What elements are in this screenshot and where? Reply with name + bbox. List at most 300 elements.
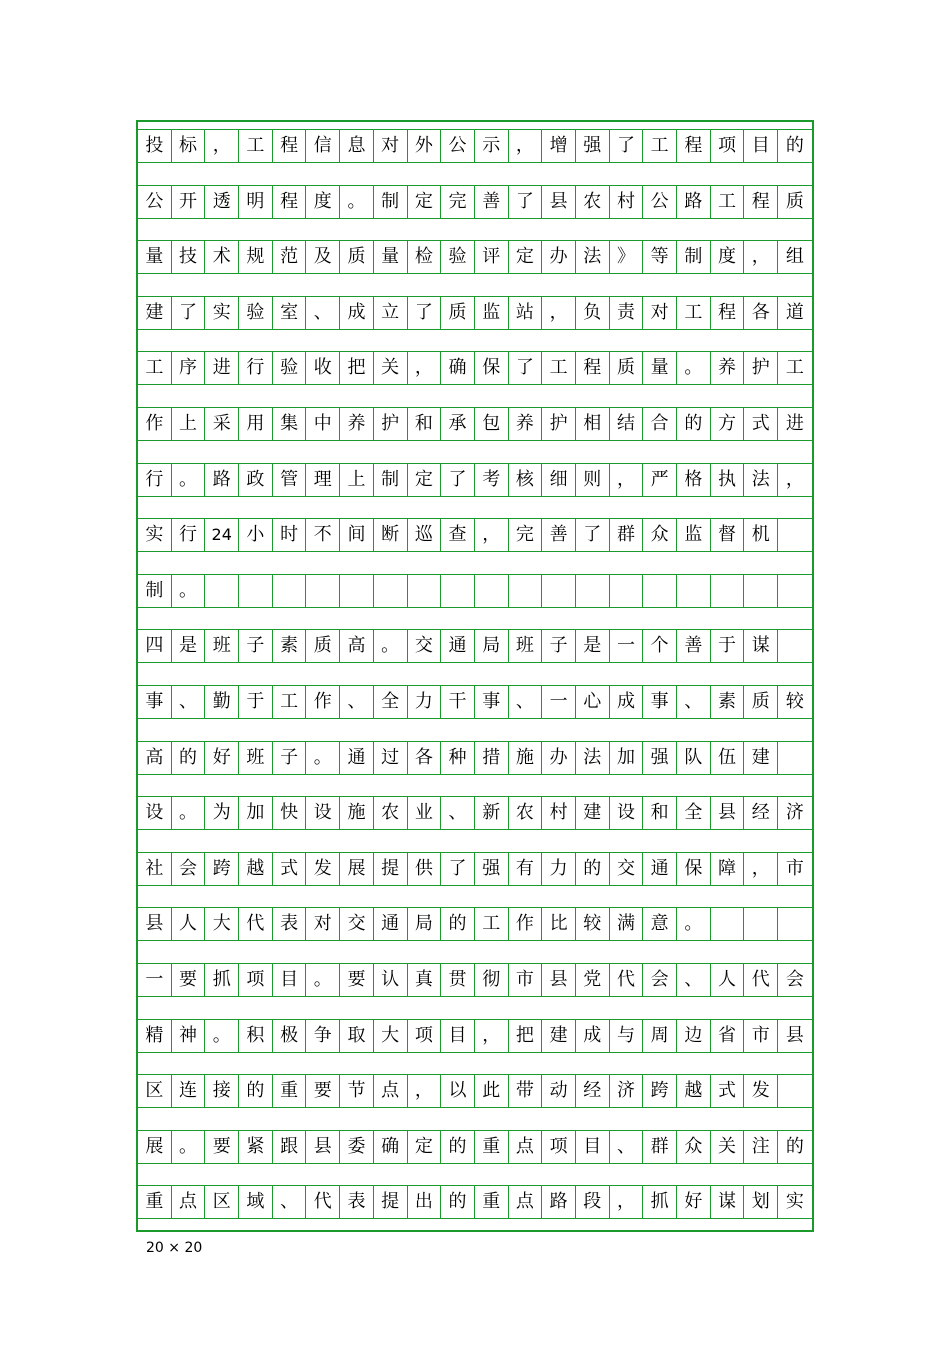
grid-cell: 质 <box>340 240 374 274</box>
grid-cell: 重 <box>138 1185 172 1219</box>
grid-cell: 建 <box>576 796 610 830</box>
grid-cell: ， <box>475 1019 509 1053</box>
grid-cell: 公 <box>643 185 677 219</box>
grid-cell: 此 <box>475 1074 509 1108</box>
grid-cell: 了 <box>441 463 475 497</box>
grid-cell: 好 <box>205 741 239 775</box>
grid-cell: 检 <box>408 240 442 274</box>
grid-cell: 程 <box>711 296 745 330</box>
grid-cell: 项 <box>239 963 273 997</box>
grid-cell: 督 <box>711 518 745 552</box>
grid-cell: ， <box>744 240 778 274</box>
grid-cell: 关 <box>374 351 408 385</box>
grid-cell: 县 <box>542 185 576 219</box>
grid-cell: 事 <box>643 685 677 719</box>
grid-cell: 事 <box>138 685 172 719</box>
grid-cell: 质 <box>306 629 340 663</box>
grid-cell: 目 <box>576 1130 610 1164</box>
grid-cell: 、 <box>610 1130 644 1164</box>
grid-cell <box>778 741 812 775</box>
grid-cell: 式 <box>744 407 778 441</box>
grid-cell: 代 <box>239 907 273 941</box>
grid-cell: 极 <box>273 1019 307 1053</box>
grid-cell: 工 <box>475 907 509 941</box>
grid-cell: 和 <box>643 796 677 830</box>
grid-cell: 点 <box>374 1074 408 1108</box>
grid-cell: 成 <box>610 685 644 719</box>
grid-cell <box>576 574 610 608</box>
grid-cell: ， <box>610 463 644 497</box>
grid-cell: 量 <box>643 351 677 385</box>
grid-cell: 、 <box>172 685 206 719</box>
grid-cell: 勤 <box>205 685 239 719</box>
grid-cell: 障 <box>711 852 745 886</box>
grid-cell: 评 <box>475 240 509 274</box>
grid-cell: 以 <box>441 1074 475 1108</box>
grid-cell: 护 <box>542 407 576 441</box>
grid-cell: 出 <box>408 1185 442 1219</box>
grid-cell: 注 <box>744 1130 778 1164</box>
grid-cell: 确 <box>374 1130 408 1164</box>
grid-row <box>138 852 812 886</box>
grid-cell: 立 <box>374 296 408 330</box>
grid-cell: 了 <box>441 852 475 886</box>
grid-cell: 越 <box>239 852 273 886</box>
grid-cell: ， <box>778 463 812 497</box>
grid-cell: 农 <box>509 796 543 830</box>
grid-cell <box>643 574 677 608</box>
grid-cell: 、 <box>677 685 711 719</box>
grid-cell: ， <box>408 351 442 385</box>
grid-cell: 会 <box>778 963 812 997</box>
grid-cell: 于 <box>239 685 273 719</box>
grid-cell: 及 <box>306 240 340 274</box>
grid-cell: 路 <box>677 185 711 219</box>
grid-cell: 点 <box>509 1130 543 1164</box>
grid-cell: 作 <box>509 907 543 941</box>
grid-cell: 好 <box>677 1185 711 1219</box>
grid-cell: 进 <box>778 407 812 441</box>
grid-cell: 。 <box>677 907 711 941</box>
grid-cell: 加 <box>239 796 273 830</box>
grid-cell: 力 <box>542 852 576 886</box>
grid-cell: 作 <box>306 685 340 719</box>
grid-cell: 项 <box>542 1130 576 1164</box>
grid-cell: 法 <box>744 463 778 497</box>
grid-cell: 代 <box>306 1185 340 1219</box>
grid-cell: 通 <box>441 629 475 663</box>
grid-cell: 的 <box>778 129 812 163</box>
grid-cell: 交 <box>610 852 644 886</box>
grid-cell: 、 <box>441 796 475 830</box>
grid-cell: 采 <box>205 407 239 441</box>
grid-cell: 政 <box>239 463 273 497</box>
grid-cell: 了 <box>509 351 543 385</box>
grid-cell: 段 <box>576 1185 610 1219</box>
grid-cell: 重 <box>273 1074 307 1108</box>
grid-cell: 工 <box>542 351 576 385</box>
grid-cell: 点 <box>172 1185 206 1219</box>
grid-cell: 通 <box>374 907 408 941</box>
grid-cell <box>744 574 778 608</box>
grid-cell: 节 <box>340 1074 374 1108</box>
grid-cell: 、 <box>273 1185 307 1219</box>
grid-cell: 组 <box>778 240 812 274</box>
grid-cell: 了 <box>509 185 543 219</box>
grid-cell: 进 <box>205 351 239 385</box>
grid-cell: 。 <box>172 796 206 830</box>
grid-cell: 农 <box>576 185 610 219</box>
grid-row <box>138 463 812 497</box>
grid-cell: 。 <box>374 629 408 663</box>
grid-cell: 真 <box>408 963 442 997</box>
grid-cell: 班 <box>239 741 273 775</box>
grid-cell: 承 <box>441 407 475 441</box>
grid-cell: 技 <box>172 240 206 274</box>
grid-cell: 24 <box>205 518 239 552</box>
grid-cell: 养 <box>340 407 374 441</box>
grid-cell: 过 <box>374 741 408 775</box>
grid-cell: 济 <box>610 1074 644 1108</box>
grid-cell: 项 <box>711 129 745 163</box>
grid-cell: 程 <box>576 351 610 385</box>
grid-cell: 集 <box>273 407 307 441</box>
grid-cell: 强 <box>576 129 610 163</box>
grid-cell: 把 <box>340 351 374 385</box>
grid-cell: 明 <box>239 185 273 219</box>
grid-cell: 全 <box>374 685 408 719</box>
grid-row <box>138 574 812 608</box>
grid-cell: 队 <box>677 741 711 775</box>
grid-cell: 党 <box>576 963 610 997</box>
grid-cell: 、 <box>340 685 374 719</box>
grid-cell: 护 <box>744 351 778 385</box>
grid-cell: 一 <box>138 963 172 997</box>
grid-cell: 增 <box>542 129 576 163</box>
grid-cell: 重 <box>475 1185 509 1219</box>
grid-cell: ， <box>542 296 576 330</box>
grid-cell: 的 <box>441 1130 475 1164</box>
grid-row <box>138 296 812 330</box>
grid-cell: 的 <box>239 1074 273 1108</box>
grid-cell: 越 <box>677 1074 711 1108</box>
grid-cell <box>374 574 408 608</box>
grid-cell: 划 <box>744 1185 778 1219</box>
grid-cell: 相 <box>576 407 610 441</box>
grid-cell: ， <box>744 852 778 886</box>
grid-cell: 班 <box>205 629 239 663</box>
grid-cell: 规 <box>239 240 273 274</box>
grid-cell: 定 <box>408 185 442 219</box>
grid-cell: 代 <box>610 963 644 997</box>
grid-cell: 人 <box>711 963 745 997</box>
grid-cell: 巡 <box>408 518 442 552</box>
grid-cell: 强 <box>475 852 509 886</box>
grid-cell: 上 <box>172 407 206 441</box>
grid-cell <box>475 574 509 608</box>
grid-cell: 办 <box>542 741 576 775</box>
grid-cell: 作 <box>138 407 172 441</box>
grid-cell: 与 <box>610 1019 644 1053</box>
grid-cell: 程 <box>744 185 778 219</box>
grid-cell <box>610 574 644 608</box>
grid-cell: 工 <box>239 129 273 163</box>
grid-cell: 了 <box>610 129 644 163</box>
grid-cell: 项 <box>408 1019 442 1053</box>
grid-cell: 高 <box>138 741 172 775</box>
grid-cell: 息 <box>340 129 374 163</box>
grid-size-label: 20 × 20 <box>146 1240 203 1256</box>
grid-cell: 路 <box>542 1185 576 1219</box>
grid-cell: 县 <box>778 1019 812 1053</box>
grid-cell: 保 <box>475 351 509 385</box>
grid-cell: 外 <box>408 129 442 163</box>
grid-cell: 的 <box>778 1130 812 1164</box>
grid-cell: 格 <box>677 463 711 497</box>
grid-cell: 标 <box>172 129 206 163</box>
grid-cell: 施 <box>509 741 543 775</box>
grid-cell: 。 <box>306 963 340 997</box>
grid-cell: 则 <box>576 463 610 497</box>
grid-cell <box>711 574 745 608</box>
grid-cell: 机 <box>744 518 778 552</box>
grid-cell: 工 <box>643 129 677 163</box>
grid-cell <box>239 574 273 608</box>
grid-cell: 把 <box>509 1019 543 1053</box>
grid-cell: 。 <box>306 741 340 775</box>
grid-row <box>138 907 812 941</box>
grid-cell: 要 <box>306 1074 340 1108</box>
grid-cell: 程 <box>273 129 307 163</box>
grid-cell: 道 <box>778 296 812 330</box>
grid-cell: 跨 <box>643 1074 677 1108</box>
grid-cell: 工 <box>711 185 745 219</box>
grid-cell: 和 <box>408 407 442 441</box>
grid-cell: 一 <box>542 685 576 719</box>
grid-cell: 开 <box>172 185 206 219</box>
grid-cell: 用 <box>239 407 273 441</box>
grid-cell: 要 <box>205 1130 239 1164</box>
grid-cell: 神 <box>172 1019 206 1053</box>
grid-cell: 验 <box>273 351 307 385</box>
grid-cell: 投 <box>138 129 172 163</box>
grid-row <box>138 407 812 441</box>
manuscript-grid-sheet <box>136 120 814 1232</box>
grid-cell: 方 <box>711 407 745 441</box>
grid-cell: 站 <box>509 296 543 330</box>
grid-cell: 要 <box>172 963 206 997</box>
grid-cell: 为 <box>205 796 239 830</box>
grid-row <box>138 351 812 385</box>
grid-cell: 村 <box>542 796 576 830</box>
grid-cell: 施 <box>340 796 374 830</box>
grid-cell: ， <box>475 518 509 552</box>
grid-cell: 展 <box>340 852 374 886</box>
grid-cell: 提 <box>374 1185 408 1219</box>
grid-cell: 委 <box>340 1130 374 1164</box>
grid-cell: 制 <box>677 240 711 274</box>
grid-cell: 、 <box>677 963 711 997</box>
grid-cell: 子 <box>273 741 307 775</box>
grid-cell: 发 <box>744 1074 778 1108</box>
grid-cell <box>509 574 543 608</box>
grid-row <box>138 129 812 163</box>
grid-cell <box>778 907 812 941</box>
grid-cell: 结 <box>610 407 644 441</box>
grid-cell: 负 <box>576 296 610 330</box>
grid-cell: 验 <box>239 296 273 330</box>
grid-cell: 管 <box>273 463 307 497</box>
grid-cell: 市 <box>744 1019 778 1053</box>
grid-cell: 行 <box>239 351 273 385</box>
grid-cell: 紧 <box>239 1130 273 1164</box>
grid-cell: 县 <box>711 796 745 830</box>
grid-cell: 公 <box>441 129 475 163</box>
grid-cell: 提 <box>374 852 408 886</box>
grid-cell: 养 <box>509 407 543 441</box>
grid-cell: 执 <box>711 463 745 497</box>
grid-cell: 养 <box>711 351 745 385</box>
grid-cell: 工 <box>778 351 812 385</box>
grid-cell: 满 <box>610 907 644 941</box>
grid-cell: 工 <box>273 685 307 719</box>
grid-cell: 。 <box>172 463 206 497</box>
grid-cell: 路 <box>205 463 239 497</box>
grid-cell: 连 <box>172 1074 206 1108</box>
grid-cell: 成 <box>576 1019 610 1053</box>
grid-cell: 度 <box>306 185 340 219</box>
grid-cell: 行 <box>138 463 172 497</box>
grid-cell: 确 <box>441 351 475 385</box>
grid-cell: 、 <box>306 296 340 330</box>
grid-cell: 收 <box>306 351 340 385</box>
grid-cell <box>273 574 307 608</box>
grid-cell <box>542 574 576 608</box>
grid-row <box>138 1074 812 1108</box>
grid-cell: 跨 <box>205 852 239 886</box>
grid-cell: 的 <box>172 741 206 775</box>
grid-row <box>138 963 812 997</box>
grid-cell: 会 <box>172 852 206 886</box>
grid-cell: 重 <box>475 1130 509 1164</box>
grid-cell: 是 <box>172 629 206 663</box>
grid-cell: 快 <box>273 796 307 830</box>
grid-cell: 经 <box>744 796 778 830</box>
grid-cell <box>778 629 812 663</box>
grid-cell: 对 <box>306 907 340 941</box>
grid-cell: 实 <box>205 296 239 330</box>
grid-cell: ， <box>509 129 543 163</box>
grid-cell: 目 <box>441 1019 475 1053</box>
grid-cell: 展 <box>138 1130 172 1164</box>
grid-cell: 贯 <box>441 963 475 997</box>
grid-cell: 目 <box>744 129 778 163</box>
grid-cell: 力 <box>408 685 442 719</box>
grid-cell: 局 <box>408 907 442 941</box>
grid-cell: 素 <box>711 685 745 719</box>
grid-cell: 制 <box>374 463 408 497</box>
grid-row <box>138 796 812 830</box>
grid-cell: 县 <box>138 907 172 941</box>
grid-cell: ， <box>205 129 239 163</box>
grid-cell: ， <box>610 1185 644 1219</box>
grid-cell: 素 <box>273 629 307 663</box>
grid-cell: 精 <box>138 1019 172 1053</box>
grid-cell: 各 <box>744 296 778 330</box>
grid-cell: 室 <box>273 296 307 330</box>
grid-cell: 设 <box>306 796 340 830</box>
grid-cell: 市 <box>778 852 812 886</box>
grid-cell: 责 <box>610 296 644 330</box>
grid-cell: 心 <box>576 685 610 719</box>
grid-cell: 措 <box>475 741 509 775</box>
grid-cell: 四 <box>138 629 172 663</box>
grid-cell: 业 <box>408 796 442 830</box>
grid-cell: 伍 <box>711 741 745 775</box>
grid-cell: 子 <box>239 629 273 663</box>
grid-cell: 小 <box>239 518 273 552</box>
grid-cell: 定 <box>509 240 543 274</box>
grid-row <box>138 1130 812 1164</box>
grid-cell: 积 <box>239 1019 273 1053</box>
grid-cell: 查 <box>441 518 475 552</box>
grid-row <box>138 1019 812 1053</box>
grid-cell: 区 <box>205 1185 239 1219</box>
grid-cell: 供 <box>408 852 442 886</box>
grid-cell: 班 <box>509 629 543 663</box>
grid-cell <box>306 574 340 608</box>
grid-cell: 质 <box>441 296 475 330</box>
grid-cell: 了 <box>576 518 610 552</box>
grid-cell: 人 <box>172 907 206 941</box>
grid-cell: 透 <box>205 185 239 219</box>
grid-cell: 跟 <box>273 1130 307 1164</box>
grid-cell: 断 <box>374 518 408 552</box>
grid-cell: 发 <box>306 852 340 886</box>
grid-row <box>138 1185 812 1219</box>
grid-row <box>138 518 812 552</box>
grid-cell: 群 <box>610 518 644 552</box>
grid-cell: 较 <box>576 907 610 941</box>
grid-cell: 理 <box>306 463 340 497</box>
grid-cell: 实 <box>138 518 172 552</box>
grid-cell: 设 <box>610 796 644 830</box>
grid-cell: 法 <box>576 240 610 274</box>
grid-cell: 质 <box>610 351 644 385</box>
grid-cell: 。 <box>172 1130 206 1164</box>
grid-cell: 子 <box>542 629 576 663</box>
grid-cell: 了 <box>408 296 442 330</box>
grid-cell: 周 <box>643 1019 677 1053</box>
grid-cell: 了 <box>172 296 206 330</box>
grid-cell: 争 <box>306 1019 340 1053</box>
grid-cell: 工 <box>677 296 711 330</box>
grid-cell: 的 <box>677 407 711 441</box>
grid-cell: 建 <box>744 741 778 775</box>
grid-cell: 质 <box>778 185 812 219</box>
grid-cell: 抓 <box>643 1185 677 1219</box>
grid-cell <box>677 574 711 608</box>
grid-cell <box>778 518 812 552</box>
grid-cell: 上 <box>340 463 374 497</box>
grid-row <box>138 741 812 775</box>
grid-cell: 群 <box>643 1130 677 1164</box>
grid-cell: 要 <box>340 963 374 997</box>
grid-cell: 验 <box>441 240 475 274</box>
grid-cell: 于 <box>711 629 745 663</box>
grid-cell: 边 <box>677 1019 711 1053</box>
grid-cell: 加 <box>610 741 644 775</box>
